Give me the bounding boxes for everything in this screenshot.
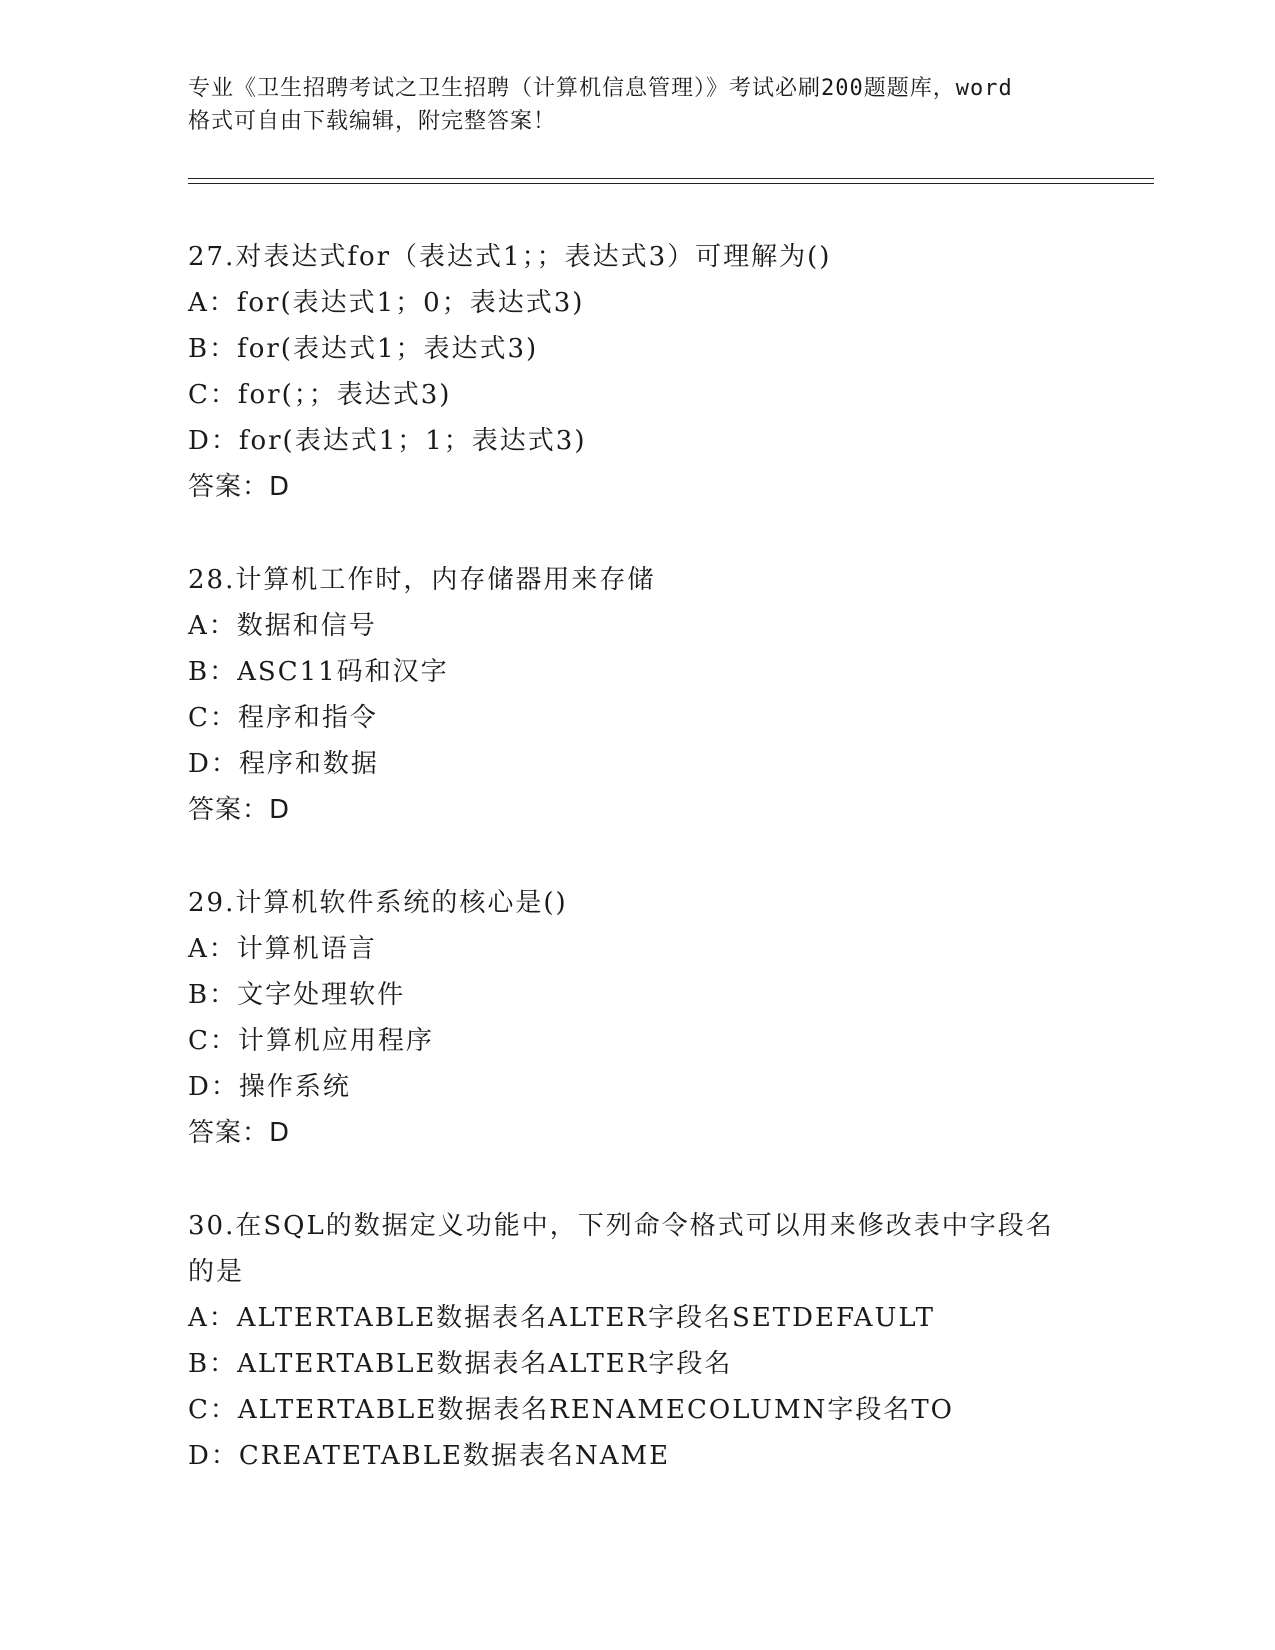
- option-b: B：文字处理软件: [188, 980, 406, 1010]
- question-stem: 28.计算机工作时，内存储器用来存储: [188, 565, 656, 595]
- header-line-2: 格式可自由下载编辑，附完整答案！: [188, 109, 557, 134]
- question-30: [188, 1203, 1148, 1479]
- option-d: D：CREATETABLE数据表名NAME: [188, 1441, 671, 1471]
- question-stem-line-1: 30.在SQL的数据定义功能中，下列命令格式可以用来修改表中字段名: [188, 1211, 1054, 1241]
- question-stem: 27.对表达式for（表达式1；；表达式3）可理解为(): [188, 242, 832, 272]
- answer-line: 答案：D: [188, 1118, 291, 1148]
- option-c: C：ALTERTABLE数据表名RENAMECOLUMN字段名TO: [188, 1395, 954, 1425]
- option-d: D：操作系统: [188, 1072, 351, 1102]
- header-line-1: 专业《卫生招聘考试之卫生招聘（计算机信息管理）》考试必刷200题题库，word: [188, 76, 1013, 101]
- question-list: [188, 234, 1148, 1526]
- option-d: D：for(表达式1；1；表达式3): [188, 426, 587, 456]
- question-27: [188, 234, 1148, 510]
- option-c: C：计算机应用程序: [188, 1026, 434, 1056]
- option-b: B：for(表达式1；表达式3): [188, 334, 539, 364]
- document-header: [188, 72, 1088, 138]
- option-c: C：程序和指令: [188, 703, 378, 733]
- question-29: [188, 880, 1148, 1156]
- option-a: A：for(表达式1；0；表达式3): [188, 288, 585, 318]
- question-stem-line-2: 的是: [188, 1257, 245, 1287]
- question-stem: 29.计算机软件系统的核心是(): [188, 888, 568, 918]
- option-b: B：ASC11码和汉字: [188, 657, 449, 687]
- option-a: A：ALTERTABLE数据表名ALTER字段名SETDEFAULT: [188, 1303, 935, 1333]
- question-28: [188, 557, 1148, 833]
- header-divider-bottom: [188, 183, 1154, 184]
- header-divider-top: [188, 178, 1154, 179]
- option-c: C：for(；；表达式3): [188, 380, 452, 410]
- option-a: A：数据和信号: [188, 611, 377, 641]
- option-d: D：程序和数据: [188, 749, 379, 779]
- answer-line: 答案：D: [188, 472, 291, 502]
- option-a: A：计算机语言: [188, 934, 377, 964]
- option-b: B：ALTERTABLE数据表名ALTER字段名: [188, 1349, 733, 1379]
- answer-line: 答案：D: [188, 795, 291, 825]
